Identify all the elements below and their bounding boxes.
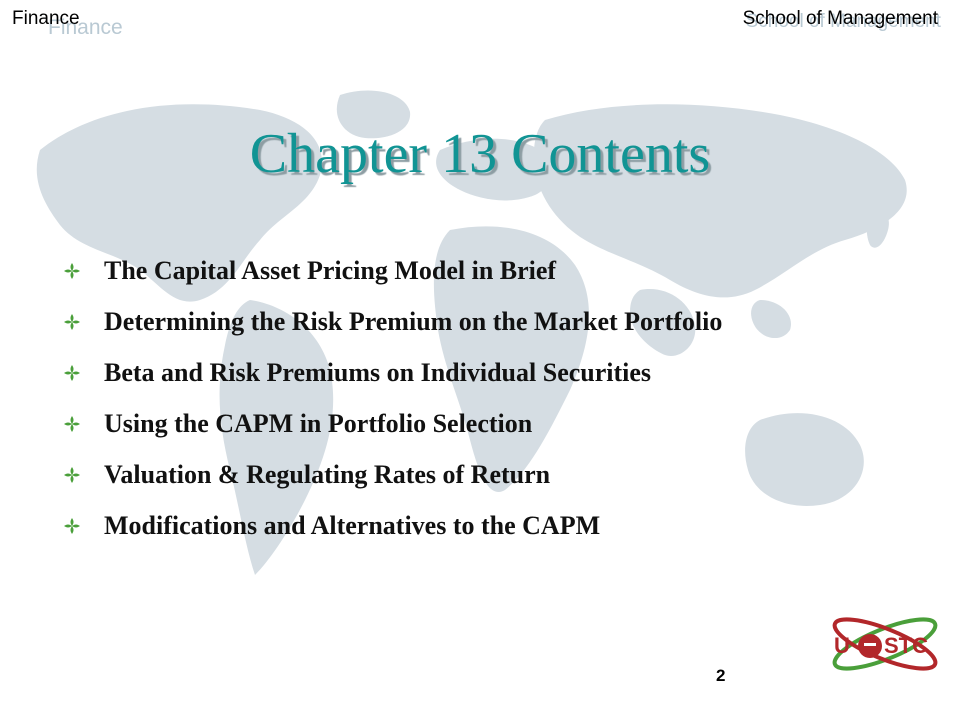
page-number: 2 <box>716 666 726 685</box>
svg-text:STC: STC <box>884 633 928 658</box>
list-item <box>64 245 722 296</box>
clover-bullet-icon <box>64 416 104 432</box>
list-item-text: Modifications and Alternatives to the CAPM <box>104 510 601 540</box>
list-item <box>64 296 722 347</box>
clover-bullet-icon <box>64 263 104 279</box>
header-finance: Finance <box>12 8 80 29</box>
clover-bullet-icon <box>64 467 104 483</box>
list-item-text: Valuation & Regulating Rates of Return <box>104 459 551 489</box>
list-item <box>64 500 722 551</box>
contents-list <box>64 245 722 551</box>
header-finance-shadow: Finance <box>48 16 123 39</box>
list-item-text: Determining the Risk Premium on the Market Portfolio <box>104 306 723 336</box>
clover-bullet-icon <box>64 518 104 534</box>
list-item-text: Using the CAPM in Portfolio Selection <box>104 408 533 438</box>
svg-text:U: U <box>834 633 850 658</box>
header-school: School of Management <box>742 8 938 29</box>
list-item-text: The Capital Asset Pricing Model in Brief <box>104 255 557 285</box>
clover-bullet-icon <box>64 365 104 381</box>
list-item <box>64 347 722 398</box>
list-item-text: Beta and Risk Premiums on Individual Securities <box>104 357 652 387</box>
slide-title: Chapter 13 Contents <box>249 123 711 185</box>
list-item <box>64 398 722 449</box>
list-item <box>64 449 722 500</box>
uestc-logo-icon <box>826 600 944 692</box>
clover-bullet-icon <box>64 314 104 330</box>
